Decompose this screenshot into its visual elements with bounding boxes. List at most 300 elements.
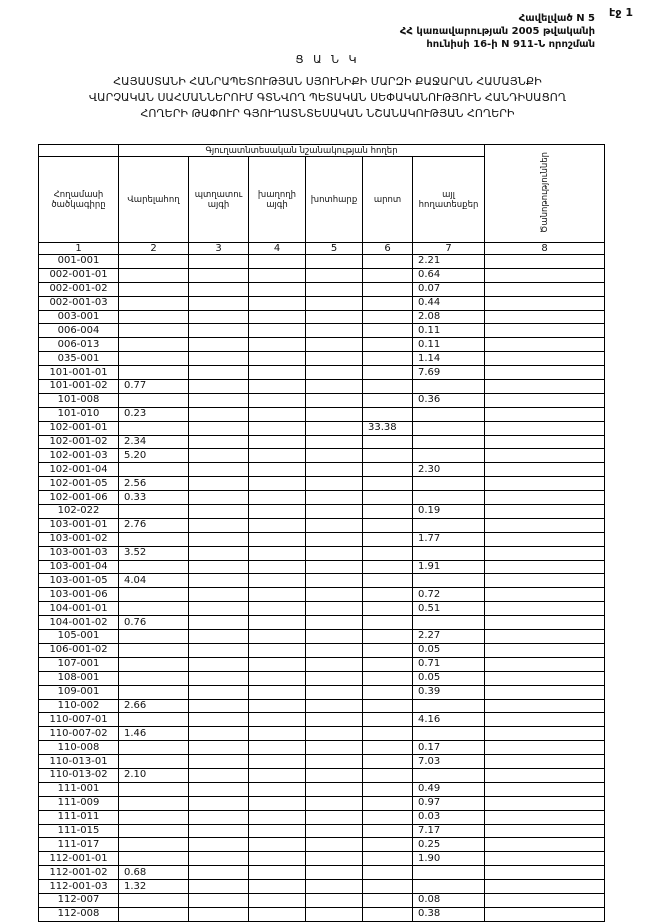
cell-vineyard bbox=[249, 810, 306, 824]
cell-other: 0.17 bbox=[413, 741, 485, 755]
table-row bbox=[39, 643, 605, 657]
cell-arable bbox=[119, 338, 189, 352]
cell-pasture bbox=[363, 560, 413, 574]
cell-arable: 1.32 bbox=[119, 880, 189, 894]
cell-other bbox=[413, 574, 485, 588]
cell-other: 2.21 bbox=[413, 255, 485, 269]
table-row bbox=[39, 282, 605, 296]
cell-arable bbox=[119, 852, 189, 866]
table-row bbox=[39, 296, 605, 310]
cell-pasture bbox=[363, 657, 413, 671]
cell-other: 0.44 bbox=[413, 296, 485, 310]
cell-arable bbox=[119, 532, 189, 546]
cell-note bbox=[485, 518, 605, 532]
cell-hayfield bbox=[306, 741, 363, 755]
cell-hayfield bbox=[306, 449, 363, 463]
cell-orchard bbox=[189, 574, 249, 588]
cell-vineyard bbox=[249, 713, 306, 727]
table-row bbox=[39, 491, 605, 505]
group-header-agricultural: Գյուղատնտեսական նշանակության հողեր bbox=[119, 145, 485, 157]
cell-vineyard bbox=[249, 866, 306, 880]
cell-other bbox=[413, 768, 485, 782]
cell-arable: 2.76 bbox=[119, 518, 189, 532]
cell-code: 103-001-05 bbox=[39, 574, 119, 588]
cell-vineyard bbox=[249, 657, 306, 671]
cell-other: 2.30 bbox=[413, 463, 485, 477]
cell-pasture bbox=[363, 713, 413, 727]
table-row bbox=[39, 782, 605, 796]
cell-arable bbox=[119, 282, 189, 296]
cell-note bbox=[485, 630, 605, 644]
cell-note bbox=[485, 324, 605, 338]
cell-hayfield bbox=[306, 421, 363, 435]
cell-orchard bbox=[189, 407, 249, 421]
cell-hayfield bbox=[306, 866, 363, 880]
cell-orchard bbox=[189, 852, 249, 866]
cell-note bbox=[485, 657, 605, 671]
cell-orchard bbox=[189, 699, 249, 713]
cell-note bbox=[485, 685, 605, 699]
cell-pasture bbox=[363, 282, 413, 296]
cell-orchard bbox=[189, 338, 249, 352]
cell-orchard bbox=[189, 630, 249, 644]
cell-note bbox=[485, 463, 605, 477]
cell-arable: 4.04 bbox=[119, 574, 189, 588]
cell-orchard bbox=[189, 643, 249, 657]
cell-vineyard bbox=[249, 532, 306, 546]
cell-other: 0.97 bbox=[413, 796, 485, 810]
cell-hayfield bbox=[306, 768, 363, 782]
cell-arable: 2.66 bbox=[119, 699, 189, 713]
header-note bbox=[485, 145, 605, 243]
cell-arable: 3.52 bbox=[119, 546, 189, 560]
cell-other bbox=[413, 435, 485, 449]
cell-hayfield bbox=[306, 518, 363, 532]
table-row bbox=[39, 255, 605, 269]
cell-code: 102-001-05 bbox=[39, 477, 119, 491]
cell-hayfield bbox=[306, 852, 363, 866]
cell-vineyard bbox=[249, 880, 306, 894]
cell-pasture bbox=[363, 824, 413, 838]
cell-pasture bbox=[363, 546, 413, 560]
cell-note bbox=[485, 449, 605, 463]
cell-code: 111-009 bbox=[39, 796, 119, 810]
cell-note bbox=[485, 435, 605, 449]
cell-pasture bbox=[363, 505, 413, 519]
cell-other: 0.71 bbox=[413, 657, 485, 671]
cell-hayfield bbox=[306, 366, 363, 380]
cell-pasture bbox=[363, 449, 413, 463]
cell-hayfield bbox=[306, 463, 363, 477]
table-row bbox=[39, 518, 605, 532]
cell-arable: 0.68 bbox=[119, 866, 189, 880]
cell-other: 0.51 bbox=[413, 602, 485, 616]
header-hayfield: խոտհարք bbox=[306, 157, 363, 243]
cell-other bbox=[413, 449, 485, 463]
table-row bbox=[39, 699, 605, 713]
cell-orchard bbox=[189, 727, 249, 741]
table-body bbox=[39, 255, 605, 922]
cell-vineyard bbox=[249, 282, 306, 296]
cell-note bbox=[485, 338, 605, 352]
cell-hayfield bbox=[306, 546, 363, 560]
cell-note bbox=[485, 838, 605, 852]
cell-arable bbox=[119, 393, 189, 407]
cell-hayfield bbox=[306, 699, 363, 713]
cell-pasture bbox=[363, 699, 413, 713]
cell-code: 003-001 bbox=[39, 310, 119, 324]
cell-hayfield bbox=[306, 657, 363, 671]
cell-other bbox=[413, 616, 485, 630]
cell-vineyard bbox=[249, 602, 306, 616]
cell-orchard bbox=[189, 824, 249, 838]
cell-code: 109-001 bbox=[39, 685, 119, 699]
cell-pasture bbox=[363, 491, 413, 505]
cell-vineyard bbox=[249, 463, 306, 477]
cell-hayfield bbox=[306, 324, 363, 338]
cell-other: 0.36 bbox=[413, 393, 485, 407]
subtitle-line-1: ՀԱՅԱՍՏԱՆԻ ՀԱՆՐԱՊԵՏՈՒԹՅԱՆ ՍՅՈՒՆԻՔԻ ՄԱՐԶԻ ՔԱՋԱՐԱՆ ՀԱՄԱՅՆՔԻ bbox=[113, 75, 542, 88]
cell-code: 112-001-03 bbox=[39, 880, 119, 894]
cell-vineyard bbox=[249, 435, 306, 449]
cell-pasture bbox=[363, 630, 413, 644]
cell-hayfield bbox=[306, 352, 363, 366]
table-row bbox=[39, 407, 605, 421]
cell-code: 101-010 bbox=[39, 407, 119, 421]
table-row bbox=[39, 435, 605, 449]
cell-pasture bbox=[363, 671, 413, 685]
cell-pasture bbox=[363, 755, 413, 769]
cell-arable bbox=[119, 796, 189, 810]
cell-code: 102-001-02 bbox=[39, 435, 119, 449]
cell-pasture bbox=[363, 310, 413, 324]
table-row bbox=[39, 630, 605, 644]
cell-hayfield bbox=[306, 491, 363, 505]
cell-vineyard bbox=[249, 574, 306, 588]
cell-arable bbox=[119, 782, 189, 796]
cell-other: 0.05 bbox=[413, 643, 485, 657]
cell-note bbox=[485, 255, 605, 269]
cell-code: 102-001-04 bbox=[39, 463, 119, 477]
cell-pasture bbox=[363, 518, 413, 532]
table-row bbox=[39, 838, 605, 852]
cell-code: 102-001-01 bbox=[39, 421, 119, 435]
cell-code: 002-001-01 bbox=[39, 268, 119, 282]
cell-arable bbox=[119, 810, 189, 824]
subtitle-line-2: ՎԱՐՉԱԿԱՆ ՍԱՀՄԱՆՆԵՐՈՒՄ ԳՏՆՎՈՂ ՊԵՏԱԿԱՆ ՍԵՓԱԿԱՆՈՒԹՅՈՒՆ ՀԱՆԴԻՍԱՑՈՂ bbox=[88, 91, 567, 104]
cell-other: 7.17 bbox=[413, 824, 485, 838]
cell-note bbox=[485, 893, 605, 907]
cell-orchard bbox=[189, 768, 249, 782]
cell-note bbox=[485, 602, 605, 616]
cell-code: 102-022 bbox=[39, 505, 119, 519]
cell-vineyard bbox=[249, 893, 306, 907]
column-number: 6 bbox=[363, 243, 413, 255]
cell-orchard bbox=[189, 810, 249, 824]
cell-pasture bbox=[363, 574, 413, 588]
cell-vineyard bbox=[249, 796, 306, 810]
cell-hayfield bbox=[306, 588, 363, 602]
column-number: 8 bbox=[485, 243, 605, 255]
table-row bbox=[39, 546, 605, 560]
column-number: 5 bbox=[306, 243, 363, 255]
cell-hayfield bbox=[306, 893, 363, 907]
cell-note bbox=[485, 768, 605, 782]
cell-note bbox=[485, 810, 605, 824]
table-row bbox=[39, 727, 605, 741]
cell-pasture bbox=[363, 435, 413, 449]
land-plots-table bbox=[38, 144, 605, 922]
cell-pasture bbox=[363, 407, 413, 421]
cell-arable bbox=[119, 713, 189, 727]
cell-code: 110-007-01 bbox=[39, 713, 119, 727]
cell-orchard bbox=[189, 880, 249, 894]
cell-code: 110-002 bbox=[39, 699, 119, 713]
cell-note bbox=[485, 380, 605, 394]
cell-arable bbox=[119, 602, 189, 616]
header-code: Հողամասի ծածկագիրը bbox=[39, 157, 119, 243]
cell-code: 103-001-01 bbox=[39, 518, 119, 532]
table-row bbox=[39, 449, 605, 463]
cell-note bbox=[485, 282, 605, 296]
column-number: 3 bbox=[189, 243, 249, 255]
cell-arable bbox=[119, 755, 189, 769]
cell-note bbox=[485, 268, 605, 282]
cell-arable: 2.10 bbox=[119, 768, 189, 782]
cell-pasture bbox=[363, 741, 413, 755]
cell-other: 0.07 bbox=[413, 282, 485, 296]
cell-orchard bbox=[189, 421, 249, 435]
cell-pasture bbox=[363, 838, 413, 852]
cell-orchard bbox=[189, 380, 249, 394]
cell-vineyard bbox=[249, 588, 306, 602]
cell-code: 107-001 bbox=[39, 657, 119, 671]
column-number: 7 bbox=[413, 243, 485, 255]
cell-vineyard bbox=[249, 560, 306, 574]
cell-vineyard bbox=[249, 741, 306, 755]
cell-arable bbox=[119, 268, 189, 282]
cell-arable bbox=[119, 588, 189, 602]
cell-arable bbox=[119, 560, 189, 574]
cell-hayfield bbox=[306, 574, 363, 588]
cell-orchard bbox=[189, 866, 249, 880]
cell-hayfield bbox=[306, 505, 363, 519]
cell-hayfield bbox=[306, 477, 363, 491]
cell-vineyard bbox=[249, 352, 306, 366]
cell-orchard bbox=[189, 366, 249, 380]
cell-hayfield bbox=[306, 560, 363, 574]
cell-arable: 5.20 bbox=[119, 449, 189, 463]
cell-vineyard bbox=[249, 630, 306, 644]
cell-pasture bbox=[363, 782, 413, 796]
cell-pasture bbox=[363, 866, 413, 880]
cell-other bbox=[413, 866, 485, 880]
cell-code: 101-008 bbox=[39, 393, 119, 407]
cell-arable bbox=[119, 824, 189, 838]
cell-arable bbox=[119, 838, 189, 852]
cell-hayfield bbox=[306, 810, 363, 824]
cell-other: 0.72 bbox=[413, 588, 485, 602]
cell-arable bbox=[119, 741, 189, 755]
cell-arable: 0.23 bbox=[119, 407, 189, 421]
cell-other: 0.03 bbox=[413, 810, 485, 824]
cell-arable: 2.56 bbox=[119, 477, 189, 491]
cell-vineyard bbox=[249, 838, 306, 852]
cell-other: 0.19 bbox=[413, 505, 485, 519]
cell-note bbox=[485, 643, 605, 657]
cell-code: 112-001-01 bbox=[39, 852, 119, 866]
cell-pasture bbox=[363, 366, 413, 380]
cell-vineyard bbox=[249, 310, 306, 324]
table-row bbox=[39, 755, 605, 769]
table-row bbox=[39, 713, 605, 727]
cell-note bbox=[485, 824, 605, 838]
cell-note bbox=[485, 727, 605, 741]
cell-note bbox=[485, 546, 605, 560]
cell-pasture bbox=[363, 893, 413, 907]
table-row bbox=[39, 574, 605, 588]
cell-arable bbox=[119, 685, 189, 699]
table-row bbox=[39, 532, 605, 546]
header-orchard: պտղատու այգի bbox=[189, 157, 249, 243]
table-row bbox=[39, 366, 605, 380]
annex-line-2: ՀՀ կառավարության 2005 թվականի bbox=[399, 26, 595, 37]
cell-pasture bbox=[363, 255, 413, 269]
table-row bbox=[39, 268, 605, 282]
annex-reference bbox=[400, 12, 595, 51]
cell-vineyard bbox=[249, 616, 306, 630]
cell-note bbox=[485, 782, 605, 796]
cell-other: 1.14 bbox=[413, 352, 485, 366]
cell-hayfield bbox=[306, 380, 363, 394]
cell-code: 103-001-06 bbox=[39, 588, 119, 602]
cell-vineyard bbox=[249, 421, 306, 435]
cell-pasture bbox=[363, 907, 413, 921]
table-row bbox=[39, 671, 605, 685]
cell-code: 103-001-02 bbox=[39, 532, 119, 546]
cell-orchard bbox=[189, 616, 249, 630]
cell-vineyard bbox=[249, 393, 306, 407]
cell-orchard bbox=[189, 491, 249, 505]
table-row bbox=[39, 685, 605, 699]
cell-orchard bbox=[189, 838, 249, 852]
cell-arable bbox=[119, 310, 189, 324]
cell-pasture bbox=[363, 532, 413, 546]
table-row bbox=[39, 741, 605, 755]
cell-note bbox=[485, 532, 605, 546]
cell-code: 002-001-02 bbox=[39, 282, 119, 296]
cell-note bbox=[485, 907, 605, 921]
cell-pasture bbox=[363, 727, 413, 741]
cell-arable bbox=[119, 366, 189, 380]
cell-pasture bbox=[363, 768, 413, 782]
cell-other: 0.39 bbox=[413, 685, 485, 699]
cell-note bbox=[485, 880, 605, 894]
cell-code: 105-001 bbox=[39, 630, 119, 644]
cell-other bbox=[413, 546, 485, 560]
table-row bbox=[39, 616, 605, 630]
cell-hayfield bbox=[306, 296, 363, 310]
cell-hayfield bbox=[306, 713, 363, 727]
cell-code: 112-007 bbox=[39, 893, 119, 907]
table-row bbox=[39, 893, 605, 907]
cell-vineyard bbox=[249, 380, 306, 394]
table-row bbox=[39, 796, 605, 810]
subtitle-line-3: ՀՈՂԵՐԻ ԹԱՓՈՒՐ ԳՅՈՒՂԱՏՆՏԵՍԱԿԱՆ ՆՇԱՆԱԿՈՒԹՅԱՆ ՀՈՂԵՐԻ bbox=[140, 107, 515, 120]
cell-pasture bbox=[363, 796, 413, 810]
annex-line-3: հունիսի 16-ի N 911-Ն որոշման bbox=[426, 39, 595, 50]
cell-hayfield bbox=[306, 685, 363, 699]
cell-code: 106-001-02 bbox=[39, 643, 119, 657]
cell-code: 104-001-02 bbox=[39, 616, 119, 630]
cell-hayfield bbox=[306, 255, 363, 269]
column-number: 4 bbox=[249, 243, 306, 255]
cell-other bbox=[413, 491, 485, 505]
table-row bbox=[39, 380, 605, 394]
cell-other: 4.16 bbox=[413, 713, 485, 727]
cell-vineyard bbox=[249, 671, 306, 685]
cell-pasture bbox=[363, 338, 413, 352]
header-pasture: արոտ bbox=[363, 157, 413, 243]
cell-pasture bbox=[363, 380, 413, 394]
table-row bbox=[39, 393, 605, 407]
cell-code: 110-013-02 bbox=[39, 768, 119, 782]
cell-pasture bbox=[363, 463, 413, 477]
cell-arable bbox=[119, 671, 189, 685]
table-row bbox=[39, 588, 605, 602]
cell-arable bbox=[119, 643, 189, 657]
cell-vineyard bbox=[249, 727, 306, 741]
cell-arable: 0.76 bbox=[119, 616, 189, 630]
cell-hayfield bbox=[306, 393, 363, 407]
cell-hayfield bbox=[306, 796, 363, 810]
cell-hayfield bbox=[306, 782, 363, 796]
table-row bbox=[39, 338, 605, 352]
cell-code: 001-001 bbox=[39, 255, 119, 269]
cell-vineyard bbox=[249, 768, 306, 782]
cell-arable: 0.33 bbox=[119, 491, 189, 505]
cell-arable: 2.34 bbox=[119, 435, 189, 449]
cell-orchard bbox=[189, 893, 249, 907]
cell-orchard bbox=[189, 449, 249, 463]
cell-code: 101-001-02 bbox=[39, 380, 119, 394]
cell-hayfield bbox=[306, 755, 363, 769]
cell-hayfield bbox=[306, 616, 363, 630]
cell-other: 1.90 bbox=[413, 852, 485, 866]
cell-other: 0.11 bbox=[413, 324, 485, 338]
cell-note bbox=[485, 366, 605, 380]
cell-other bbox=[413, 380, 485, 394]
cell-hayfield bbox=[306, 824, 363, 838]
table-row bbox=[39, 602, 605, 616]
cell-code: 111-011 bbox=[39, 810, 119, 824]
header-other: այլ հողատեսքեր bbox=[413, 157, 485, 243]
cell-orchard bbox=[189, 741, 249, 755]
cell-other: 0.11 bbox=[413, 338, 485, 352]
cell-arable bbox=[119, 324, 189, 338]
column-number: 1 bbox=[39, 243, 119, 255]
cell-note bbox=[485, 755, 605, 769]
cell-hayfield bbox=[306, 838, 363, 852]
table-row bbox=[39, 866, 605, 880]
table-row bbox=[39, 880, 605, 894]
cell-pasture bbox=[363, 810, 413, 824]
cell-pasture bbox=[363, 324, 413, 338]
cell-note bbox=[485, 296, 605, 310]
cell-orchard bbox=[189, 435, 249, 449]
cell-note bbox=[485, 713, 605, 727]
cell-orchard bbox=[189, 477, 249, 491]
